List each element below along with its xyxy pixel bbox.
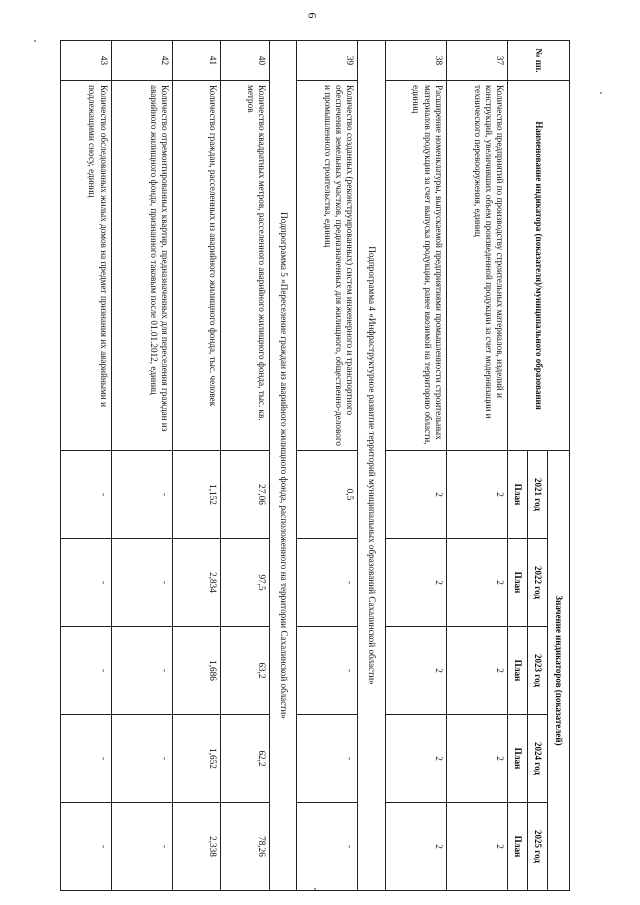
page-number: 6 xyxy=(305,12,320,19)
value-cell: 78,26 xyxy=(221,803,269,891)
value-cell: - xyxy=(297,715,358,803)
row-number: 38 xyxy=(385,41,446,81)
year-header: 2022 год xyxy=(528,539,548,627)
scan-speck xyxy=(34,40,36,42)
value-cell: - xyxy=(61,715,112,803)
row-number: 37 xyxy=(446,41,507,81)
value-cell: 2,834 xyxy=(172,539,220,627)
value-cell: - xyxy=(61,451,112,539)
num-header: № пп. xyxy=(508,41,570,81)
scan-speck xyxy=(600,92,602,94)
value-cell: 27,06 xyxy=(221,451,269,539)
value-cell: - xyxy=(297,627,358,715)
year-header: 2023 год xyxy=(528,627,548,715)
indicator-name: Количество созданных (реконструированных) систем инженерного и транспортного обеспечения земельных участков, предназначенных для жилищного, общественно-делового и промышленного строительства, единиц xyxy=(297,81,358,451)
value-cell: - xyxy=(111,803,172,891)
subprogram-row xyxy=(358,41,385,891)
value-cell: 0,5 xyxy=(297,451,358,539)
row-number: 42 xyxy=(111,41,172,81)
value-cell: - xyxy=(111,627,172,715)
name-header: Наименование индикатора (показателя)/муниципального образования xyxy=(508,81,570,451)
table-row xyxy=(385,41,446,891)
plan-header: План xyxy=(508,803,528,891)
value-cell: 2 xyxy=(385,715,446,803)
table-row xyxy=(221,41,269,891)
value-cell: 63,2 xyxy=(221,627,269,715)
year-header: 2021 год xyxy=(528,451,548,539)
indicator-name: Количество обследованных жилых домов на предмет признания их аварийными и подлежащими сносу, единиц xyxy=(61,81,112,451)
value-cell: 2 xyxy=(446,715,507,803)
value-cell: 2 xyxy=(446,803,507,891)
value-cell: - xyxy=(61,627,112,715)
value-cell: 2,338 xyxy=(172,803,220,891)
indicator-name: Расширение номенклатуры, выпускаемой предприятиями промышленности строительных материалов продукции за счет выпуска продукции, ранее ввозимой на территорию области, единиц xyxy=(385,81,446,451)
table-row xyxy=(111,41,172,891)
indicator-name: Количество квадратных метров, расселенного аварийного жилищного фонда, тыс. кв. метров xyxy=(221,81,269,451)
year-header: 2024 год xyxy=(528,715,548,803)
value-cell: 2 xyxy=(446,451,507,539)
table-row xyxy=(446,41,507,891)
row-number: 39 xyxy=(297,41,358,81)
value-cell: - xyxy=(111,451,172,539)
indicator-name: Количество предприятий по производству строительных материалов, изделий и конструкций, увеличивших объем произведенной продукции за счет модернизации и технического перевооружения, единиц xyxy=(446,81,507,451)
value-cell: - xyxy=(61,803,112,891)
plan-header: План xyxy=(508,627,528,715)
plan-header: План xyxy=(508,451,528,539)
year-header: 2025 год xyxy=(528,803,548,891)
plan-header: План xyxy=(508,715,528,803)
table-row xyxy=(61,41,112,891)
value-cell: 2 xyxy=(385,539,446,627)
scan-speck xyxy=(314,888,316,890)
value-cell: - xyxy=(111,715,172,803)
value-cell: 2 xyxy=(446,627,507,715)
value-cell: - xyxy=(297,539,358,627)
indicator-name: Количество граждан, расселенных из аварийного жилищного фонда, тыс. человек xyxy=(172,81,220,451)
indicators-table xyxy=(60,40,570,891)
value-cell: 2 xyxy=(446,539,507,627)
plan-header: План xyxy=(508,539,528,627)
subprogram-title: Подпрограмма 5 «Переселение граждан из аварийного жилищного фонда, расположенного на территории Сахалинской области» xyxy=(269,41,296,891)
value-cell: - xyxy=(111,539,172,627)
value-cell: 62,2 xyxy=(221,715,269,803)
value-cell: 97,5 xyxy=(221,539,269,627)
value-cell: 2 xyxy=(385,803,446,891)
rotated-table-container xyxy=(60,40,570,890)
row-number: 41 xyxy=(172,41,220,81)
value-cell: 1,686 xyxy=(172,627,220,715)
value-cell: - xyxy=(61,539,112,627)
table-row xyxy=(172,41,220,891)
indicator-name: Количество отремонтированных квартир, предназначенных для переселения граждан из аварийного жилищного фонда, признанного таковым после 01.01.2012, единиц xyxy=(111,81,172,451)
value-cell: 2 xyxy=(385,451,446,539)
row-number: 40 xyxy=(221,41,269,81)
value-cell: 2 xyxy=(385,627,446,715)
value-cell: - xyxy=(297,803,358,891)
row-number: 43 xyxy=(61,41,112,81)
subprogram-row xyxy=(269,41,296,891)
values-header: Значение индикаторов (показателей) xyxy=(548,451,570,891)
value-cell: 1,152 xyxy=(172,451,220,539)
table-row xyxy=(297,41,358,891)
value-cell: 1,652 xyxy=(172,715,220,803)
subprogram-title: Подпрограмма 4 «Инфраструктурное развитие территорий муниципальных образований Сахалинской области» xyxy=(358,41,385,891)
